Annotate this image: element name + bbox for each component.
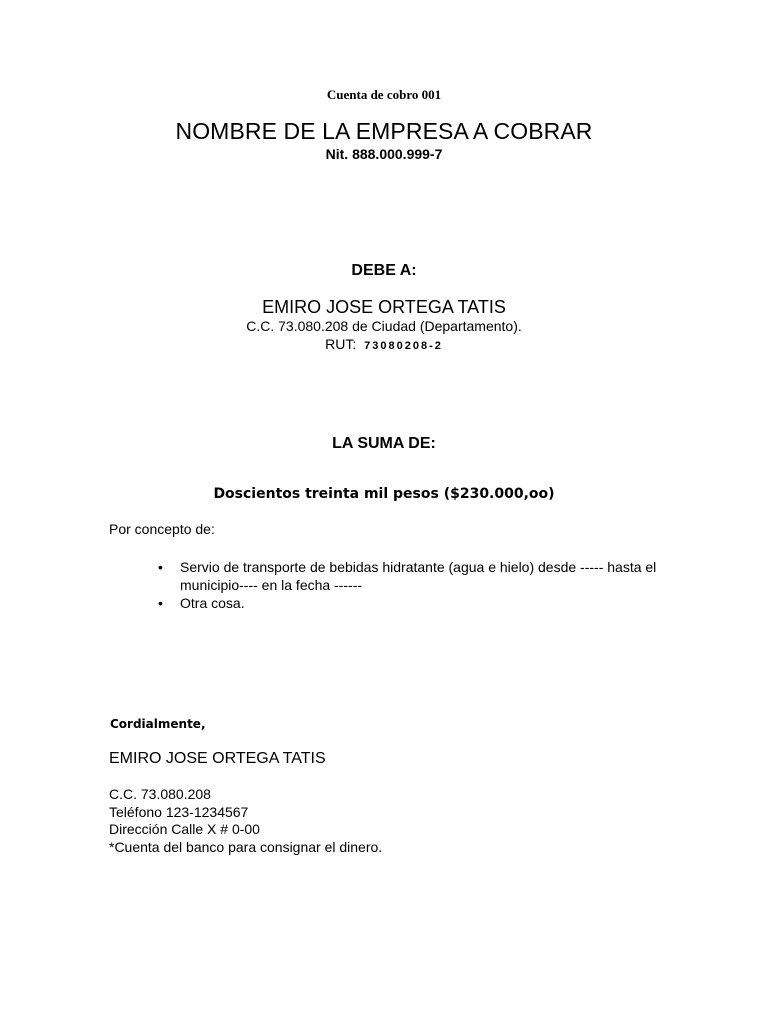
- creditor-id-line: C.C. 73.080.208 de Ciudad (Departamento).: [246, 318, 522, 334]
- company-nit: Nit. 888.000.999-7: [325, 146, 443, 162]
- list-item: [158, 558, 678, 594]
- signer-details: [109, 786, 382, 856]
- company-name: NOMBRE DE LA EMPRESA A COBRAR: [175, 118, 593, 144]
- bullet-icon: •: [158, 595, 163, 611]
- signer-bank-note: *Cuenta del banco para consignar el dinero.: [109, 838, 383, 855]
- signer-name: EMIRO JOSE ORTEGA TATIS: [109, 750, 326, 767]
- closing-text: Cordialmente,: [110, 717, 206, 731]
- signer-phone: Teléfono 123-1234567: [109, 803, 249, 820]
- concept-item-text: Otra cosa.: [180, 595, 245, 611]
- rut-value: 73080208-2: [364, 340, 443, 352]
- signer-address: Dirección Calle X # 0-00: [109, 821, 260, 837]
- list-item: [158, 594, 678, 612]
- document-number: Cuenta de cobro 001: [326, 87, 442, 102]
- debe-heading: DEBE A:: [351, 262, 417, 279]
- amount-text: Doscientos treinta mil pesos ($230.000,oo): [213, 486, 555, 502]
- rut-label: RUT:: [325, 336, 357, 352]
- creditor-name: EMIRO JOSE ORTEGA TATIS: [262, 297, 506, 317]
- concept-item-text: Servio de transporte de bebidas hidratante (agua e hielo) desde ----- hasta el municipio---- en la fecha ------: [180, 559, 657, 593]
- bullet-icon: •: [158, 559, 163, 575]
- signer-id: C.C. 73.080.208: [109, 786, 211, 802]
- concept-list: [158, 558, 678, 612]
- concept-label: Por concepto de:: [109, 521, 215, 537]
- suma-heading: LA SUMA DE:: [332, 435, 436, 452]
- creditor-rut: [0, 336, 768, 352]
